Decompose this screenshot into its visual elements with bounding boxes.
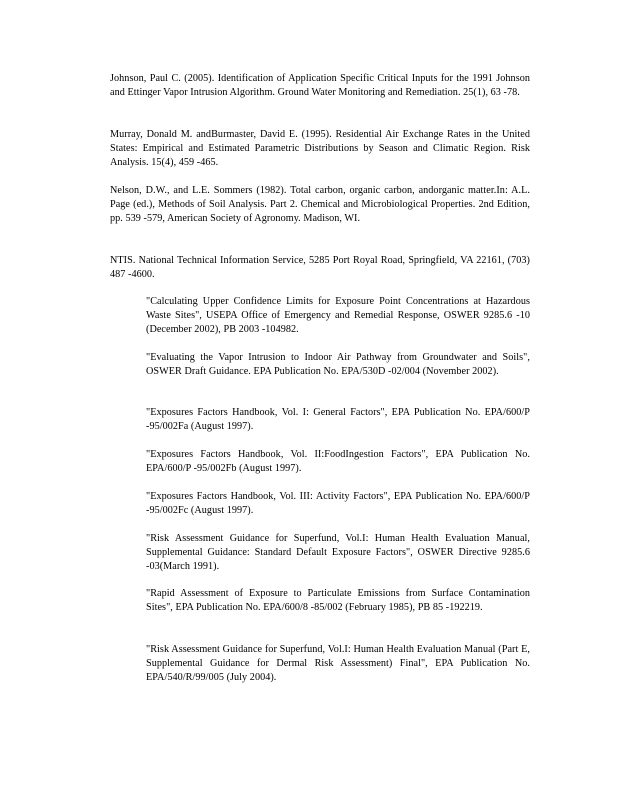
ntis-item-exposure-factors-vol1: "Exposures Factors Handbook, Vol. I: General Factors", EPA Publication No. EPA/600/P -95/002Fa (August 1997).: [146, 407, 530, 432]
ntis-item-rags-dermal: "Risk Assessment Guidance for Superfund, Vol.I: Human Health Evaluation Manual (Part E, Supplemental Guidance for Dermal Risk Assessment) Final", EPA Publication No. EPA/540/R/99/005 (July 2004).: [146, 644, 530, 683]
reference-murray-1995: Murray, Donald M. andBurmaster, David E. (1995). Residential Air Exchange Rates in the United States: Empirical and Estimated Parametric Distributions by Season and Climatic Region. Risk Analysis. 15(4), 459 -465.: [110, 129, 530, 168]
ntis-item-exposure-factors-vol3: "Exposures Factors Handbook, Vol. III: Activity Factors", EPA Publication No. EPA/600/P -95/002Fc (August 1997).: [146, 491, 530, 516]
ntis-item-rags-default-factors: "Risk Assessment Guidance for Superfund, Vol.I: Human Health Evaluation Manual, Supplemental Guidance: Standard Default Exposure Factors", OSWER Directive 9285.6 -03(March 1991).: [146, 533, 530, 572]
ntis-item-vapor-intrusion: "Evaluating the Vapor Intrusion to Indoor Air Pathway from Groundwater and Soils", OSWER Draft Guidance. EPA Publication No. EPA/530D -02/004 (November 2002).: [146, 352, 530, 377]
reference-nelson-1982: Nelson, D.W., and L.E. Sommers (1982). Total carbon, organic carbon, andorganic matter.In: A.L. Page (ed.), Methods of Soil Analysis. Part 2. Chemical and Microbiological Properties. 2nd Edition, pp. 539 -579, American Society of Agronomy. Madison, WI.: [110, 185, 530, 224]
reference-ntis: NTIS. National Technical Information Service, 5285 Port Royal Road, Springfield, VA 22161, (703) 487 -4600.: [110, 255, 530, 280]
ntis-item-exposure-factors-vol2: "Exposures Factors Handbook, Vol. II:FoodIngestion Factors", EPA Publication No. EPA/600/P -95/002Fb (August 1997).: [146, 449, 530, 474]
reference-johnson-2005: Johnson, Paul C. (2005). Identification of Application Specific Critical Inputs for the 1991 Johnson and Ettinger Vapor Intrusion Algorithm. Ground Water Monitoring and Remediation. 25(1), 63 -78.: [110, 73, 530, 98]
ntis-item-rapid-assessment: "Rapid Assessment of Exposure to Particulate Emissions from Surface Contamination Sites", EPA Publication No. EPA/600/8 -85/002 (February 1985), PB 85 -192219.: [146, 588, 530, 613]
ntis-item-calculating-ucl: "Calculating Upper Confidence Limits for Exposure Point Concentrations at Hazardous Waste Sites", USEPA Office of Emergency and Remedial Response, OSWER 9285.6 -10 (December 2002), PB 2003 -104982.: [146, 296, 530, 335]
